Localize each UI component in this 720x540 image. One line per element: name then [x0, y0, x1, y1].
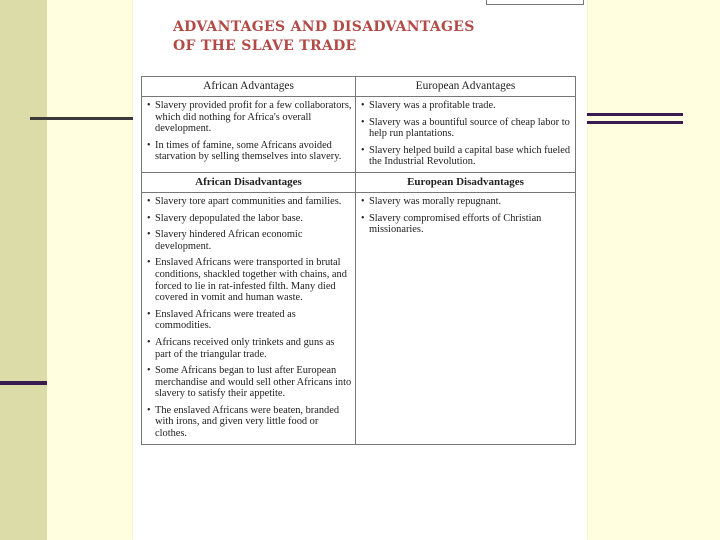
divider-line-right-top [587, 113, 683, 116]
list-item: • Slavery was a bountiful source of cheap labor to help run plantations. [360, 117, 572, 140]
list-item: • In times of famine, some Africans avoided starvation by selling themselves into slavery. [146, 140, 352, 163]
cell-african-disadvantages [142, 192, 356, 444]
title-line-2: OF THE SLAVE TRADE [173, 38, 357, 54]
cell-european-disadvantages [356, 192, 576, 444]
scanned-page [133, 0, 587, 540]
list-item: • Enslaved Africans were transported in brutal conditions, shackled together with chains, and forced to lie in rat-infested filth. Many died covered in vomit and human waste. [146, 257, 352, 303]
divider-line-right-bottom [587, 121, 683, 124]
list-item: • Some Africans began to lust after European merchandise and would sell other Africans into slavery to satisfy their appetite. [146, 365, 352, 400]
list-item: • Slavery was a profitable trade. [360, 100, 572, 112]
header-european-disadvantages: European Disadvantages [356, 172, 576, 192]
list-item: • Slavery compromised efforts of Christian missionaries. [360, 213, 572, 236]
header-african-advantages: African Advantages [142, 77, 356, 97]
list-item: • Slavery helped build a capital base which fueled the Industrial Revolution. [360, 145, 572, 168]
list-item: • Enslaved Africans were treated as commodities. [146, 309, 352, 332]
cell-african-advantages [142, 97, 356, 173]
advantages-table [141, 76, 576, 445]
list-item: • Slavery hindered African economic development. [146, 229, 352, 252]
header-european-advantages: European Advantages [356, 77, 576, 97]
cell-european-advantages [356, 97, 576, 173]
header-african-disadvantages: African Disadvantages [142, 172, 356, 192]
list-item: • Slavery tore apart communities and families. [146, 196, 352, 208]
page-corner-box [486, 0, 584, 5]
page-title [173, 18, 475, 56]
divider-line-left [30, 117, 133, 120]
list-item: • Africans received only trinkets and guns as part of the triangular trade. [146, 337, 352, 360]
divider-line-bottom-left [0, 381, 47, 385]
list-item: • Slavery provided profit for a few collaborators, which did nothing for Africa's overall development. [146, 100, 352, 135]
list-item: • The enslaved Africans were beaten, branded with irons, and given very little food or clothes. [146, 405, 352, 440]
list-item: • Slavery depopulated the labor base. [146, 213, 352, 225]
title-line-1: ADVANTAGES AND DISADVANTAGES [173, 19, 475, 35]
left-sidebar-bar [0, 0, 47, 540]
list-item: • Slavery was morally repugnant. [360, 196, 572, 208]
